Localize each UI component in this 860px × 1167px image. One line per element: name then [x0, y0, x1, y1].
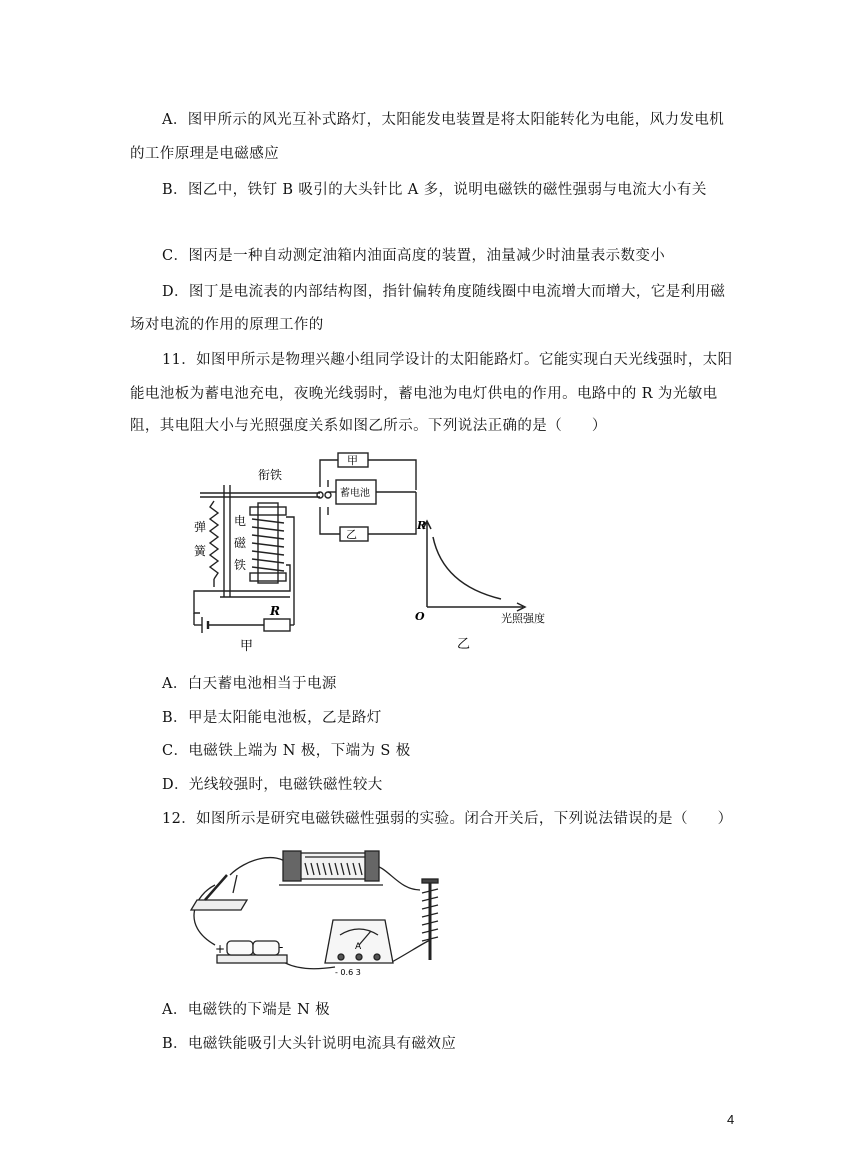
label-electromagnet-1: 电: [234, 514, 247, 528]
label-spring-1: 弹: [194, 520, 207, 534]
label-resistor-r: R: [270, 604, 280, 618]
graph-x-axis-label: 光照强度: [501, 612, 545, 625]
label-electromagnet-3: 铁: [234, 558, 247, 572]
graph-y-axis-label: R: [417, 519, 427, 532]
q10-option-d-line2: 场对电流的作用的原理工作的: [130, 317, 324, 333]
q11-option-d: D．光线较强时，电磁铁磁性较大: [162, 777, 383, 793]
label-box-yi: 乙: [346, 528, 357, 541]
q10-option-d-line1: D．图丁是电流表的内部结构图，指针偏转角度随线圈中电流增大而增大，它是利用磁: [162, 284, 726, 300]
label-spring-2: 簧: [194, 544, 207, 558]
ammeter-terminals-label: - 0.6 3: [335, 968, 361, 977]
label-box-jia: 甲: [347, 454, 358, 467]
q11-stem-line2: 能电池板为蓄电池充电，夜晚光线弱时，蓄电池为电灯供电的作用。电路中的 R 为光敏电: [130, 386, 718, 402]
battery-plus-label: +: [215, 942, 226, 956]
figure-yi-caption: 乙: [457, 637, 471, 652]
label-battery: 蓄电池: [340, 488, 370, 499]
q10-option-a-line1: A．图甲所示的风光互补式路灯，太阳能发电装置是将太阳能转化为电能，风力发电机: [162, 112, 725, 128]
graph-origin-label: O: [415, 610, 425, 623]
page-number: 4: [727, 1112, 735, 1127]
q11-option-a: A．白天蓄电池相当于电源: [162, 676, 337, 692]
figure-q12-electromagnet-experiment: [175, 845, 455, 980]
q10-option-c: C．图丙是一种自动测定油箱内油面高度的装置，油量减少时油量表示数变小: [162, 248, 666, 264]
figure-jia-relay-circuit: [180, 445, 420, 655]
figure-jia-caption: 甲: [240, 639, 254, 654]
label-electromagnet-2: 磁: [234, 536, 247, 550]
q12-option-b: B．电磁铁能吸引大头针说明电流具有磁效应: [162, 1036, 457, 1052]
q11-stem-line3: 阻，其电阻大小与光照强度关系如图乙所示。下列说法正确的是（ ）: [130, 418, 607, 434]
q11-stem-line1: 11．如图甲所示是物理兴趣小组同学设计的太阳能路灯。它能实现白天光线强时，太阳: [162, 352, 733, 368]
q10-option-b: B．图乙中，铁钉 B 吸引的大头针比 A 多，说明电磁铁的磁性强弱与电流大小有关: [162, 182, 707, 198]
q10-option-a-line2: 的工作原理是电磁感应: [130, 146, 279, 162]
q12-option-a: A．电磁铁的下端是 N 极: [162, 1002, 331, 1018]
q12-stem: 12．如图所示是研究电磁铁磁性强弱的实验。闭合开关后，下列说法错误的是（ ）: [162, 811, 733, 827]
q11-option-c: C．电磁铁上端为 N 极，下端为 S 极: [162, 743, 411, 759]
ammeter-label: A: [355, 942, 362, 952]
label-armature: 衔铁: [258, 468, 283, 482]
figure-yi-r-light-graph: [405, 515, 575, 655]
q11-option-b: B．甲是太阳能电池板，乙是路灯: [162, 710, 382, 726]
battery-minus-label: -: [279, 940, 284, 954]
